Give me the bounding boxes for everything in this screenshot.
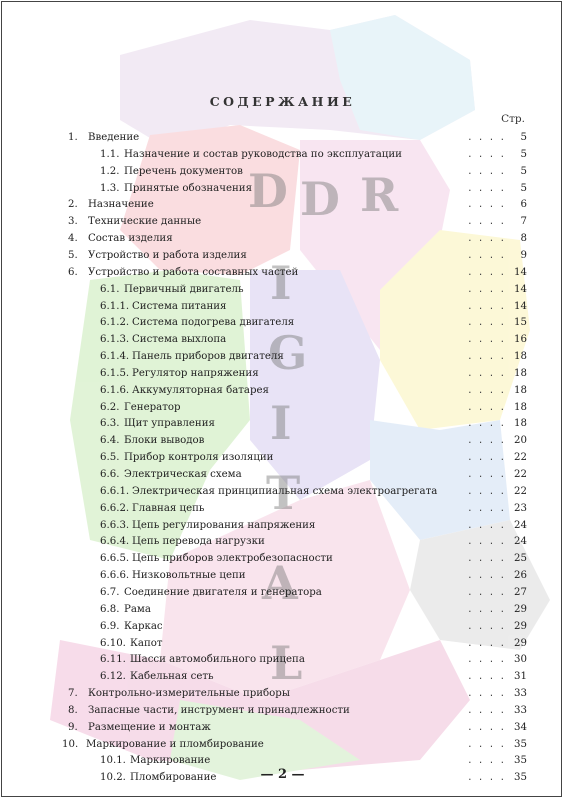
toc-entry-number: 6.8.: [100, 603, 120, 615]
toc-entry-title: Первичный двигатель: [124, 283, 244, 295]
toc-leader-dots: . . . .: [467, 318, 505, 329]
toc-entry-title: Принятые обозначения: [124, 182, 253, 194]
toc-entry-page: 15: [514, 317, 527, 329]
toc-entry-page: 33: [514, 704, 527, 716]
toc-entry-page: 24: [514, 536, 527, 548]
toc-entry: [0, 620, 565, 634]
toc-leader-dots: . . . .: [467, 503, 505, 514]
toc-entry-page: 20: [514, 435, 527, 447]
toc-entry-number: 2.: [68, 199, 78, 211]
toc-entry-title: Щит управления: [124, 418, 215, 430]
toc-entry-title: Цепь регулирования напряжения: [132, 519, 316, 531]
toc-entry-page: 29: [514, 603, 527, 615]
toc-entry-number: 6.1.5.: [100, 367, 130, 379]
toc-entry-number: 6.4.: [100, 435, 120, 447]
toc-leader-dots: . . . .: [467, 183, 505, 194]
toc-entry-page: 27: [514, 586, 527, 598]
toc-entry-number: 6.1.1.: [100, 300, 130, 312]
toc-entry: [0, 586, 565, 600]
toc-leader-dots: . . . .: [467, 267, 505, 278]
toc-entry-number: 1.3.: [100, 182, 120, 194]
toc-entry-page: 31: [514, 671, 527, 683]
toc-entry-number: 6.11.: [100, 654, 126, 666]
toc-entry: [0, 738, 565, 752]
toc-entry-number: 10.: [62, 738, 79, 750]
toc-entry-number: 6.10.: [100, 637, 126, 649]
toc-entry-page: 5: [520, 165, 527, 177]
toc-entry-page: 18: [514, 351, 527, 363]
toc-entry-title: Электрическая схема: [124, 469, 242, 480]
toc-entry-number: 6.6.: [100, 469, 120, 480]
watermark-letter: I: [270, 396, 292, 450]
toc-entry-number: 6.6.1.: [100, 485, 130, 497]
toc-leader-dots: . . . .: [467, 587, 505, 598]
toc-entry-number: 6.6.2.: [100, 502, 130, 514]
toc-entry: [0, 653, 565, 667]
toc-entry-number: 6.9.: [100, 620, 120, 632]
toc-leader-dots: . . . .: [467, 335, 505, 346]
toc-entry-number: 6.7.: [100, 586, 120, 598]
toc-leader-dots: . . . .: [467, 756, 505, 767]
toc-entry-title: Кабельная сеть: [130, 671, 214, 683]
toc-entry-number: 1.1.: [100, 148, 120, 160]
toc-entry-title: Соединение двигателя и генератора: [124, 586, 322, 598]
toc-leader-dots: . . . .: [467, 739, 505, 750]
toc-entry-page: 25: [514, 553, 527, 565]
toc-entry: [0, 367, 565, 381]
toc-leader-dots: . . . .: [467, 419, 505, 430]
toc-entry-title: Запасные части, инструмент и принадлежности: [88, 704, 350, 716]
toc-entry: [0, 552, 565, 566]
toc-leader-dots: . . . .: [467, 133, 505, 143]
toc-entry-number: 6.1.: [100, 283, 120, 295]
toc-entry-title: Низковольтные цепи: [132, 570, 246, 582]
toc-entry-page: 29: [514, 620, 527, 632]
toc-entry-number: 9.: [68, 721, 78, 733]
toc-entry-page: 18: [514, 384, 527, 396]
toc-entry-number: 6.6.4.: [100, 536, 130, 548]
toc-entry-page: 6: [520, 199, 527, 211]
toc-entry-page: 14: [514, 283, 527, 295]
toc-entry-page: 7: [520, 216, 527, 228]
toc-entry-page: 22: [514, 469, 527, 480]
toc-entry-page: 14: [514, 266, 527, 278]
toc-leader-dots: . . . .: [467, 638, 505, 649]
toc-leader-dots: . . . .: [467, 301, 505, 312]
toc-entry-title: Устройство и работа изделия: [88, 249, 247, 261]
toc-leader-dots: . . . .: [467, 352, 505, 363]
toc-entry-title: Блоки выводов: [124, 435, 205, 447]
toc-entry-page: 23: [514, 502, 527, 514]
watermark-letter: T: [266, 466, 301, 520]
toc-entry-page: 34: [514, 721, 527, 733]
toc-entry: [0, 603, 565, 617]
toc-entry-title: Размещение и монтаж: [88, 721, 211, 733]
toc-entry: [0, 485, 565, 499]
toc-entry-number: 5.: [68, 249, 78, 261]
toc-entry-title: Аккумуляторная батарея: [132, 384, 269, 396]
toc-entry-number: 3.: [68, 216, 78, 228]
toc-leader-dots: . . . .: [467, 234, 505, 245]
toc-entry: [0, 249, 565, 263]
toc-entry-title: Технические данные: [88, 216, 202, 228]
toc-entry-title: Главная цепь: [132, 502, 205, 514]
toc-entry-number: 6.1.2.: [100, 317, 130, 329]
toc-entry-number: 6.6.3.: [100, 519, 130, 531]
toc-entry: [0, 519, 565, 533]
toc-entry: [0, 401, 565, 415]
toc-entry-number: 8.: [68, 704, 78, 716]
toc-entry: [0, 182, 565, 196]
toc-entry: [0, 316, 565, 330]
toc-entry-title: Назначение: [88, 199, 154, 211]
toc-entry-number: 6.5.: [100, 452, 120, 464]
toc-entry-title: Маркирование: [130, 755, 211, 767]
toc-entry-title: Введение: [88, 132, 140, 143]
toc-leader-dots: . . . .: [467, 486, 505, 497]
toc-leader-dots: . . . .: [467, 402, 505, 413]
toc-entry: [0, 198, 565, 212]
toc-entry: [0, 384, 565, 398]
toc-entry-title: Маркирование и пломбирование: [86, 738, 264, 750]
toc-entry-number: 6.1.3.: [100, 334, 130, 346]
toc-leader-dots: . . . .: [467, 621, 505, 632]
toc-leader-dots: . . . .: [467, 200, 505, 211]
toc-entry-title: Назначение и состав руководства по эксплуатации: [124, 148, 402, 160]
toc-entry: [0, 215, 565, 229]
toc-entry-page: 29: [514, 637, 527, 649]
toc-entry-page: 14: [514, 300, 527, 312]
toc-entry: [0, 687, 565, 701]
toc-leader-dots: . . . .: [467, 571, 505, 582]
toc-entry-page: 33: [514, 688, 527, 700]
toc-entry-title: Регулятор напряжения: [132, 367, 259, 379]
toc-entry-title: Состав изделия: [88, 233, 173, 245]
toc-entry-title: Система питания: [132, 300, 227, 312]
toc-leader-dots: . . . .: [467, 655, 505, 666]
toc-entry-page: 18: [514, 367, 527, 379]
toc-leader-dots: . . . .: [467, 554, 505, 565]
toc-entry-title: Система выхлопа: [132, 334, 227, 346]
toc-entry-title: Рама: [124, 603, 151, 615]
toc-leader-dots: . . . .: [467, 453, 505, 464]
toc-leader-dots: . . . .: [467, 250, 505, 261]
toc-entry-page: 26: [514, 570, 527, 582]
toc-entry-number: 6.12.: [100, 671, 126, 683]
toc-leader-dots: . . . .: [467, 436, 505, 447]
toc-entry: [0, 300, 565, 314]
toc-entry-number: 10.1.: [100, 755, 126, 767]
toc-entry-title: Прибор контроля изоляции: [124, 452, 274, 464]
toc-entry-number: 6.1.6.: [100, 384, 130, 396]
toc-leader-dots: . . . .: [467, 520, 505, 531]
toc-entry: [0, 569, 565, 583]
toc-leader-dots: . . . .: [467, 166, 505, 177]
toc-entry-title: Система подогрева двигателя: [132, 317, 295, 329]
toc-entry-title: Генератор: [124, 401, 181, 413]
toc-entry-number: 7.: [68, 688, 78, 700]
toc-leader-dots: . . . .: [467, 689, 505, 700]
toc-entry-number: 1.2.: [100, 165, 120, 177]
toc-leader-dots: . . . .: [467, 368, 505, 379]
toc-entry: [0, 350, 565, 364]
toc-entry-title: Пломбирование: [130, 772, 217, 784]
toc-entry: [0, 502, 565, 516]
page-column-header: Стр.: [501, 113, 525, 125]
toc-leader-dots: . . . .: [467, 470, 505, 480]
page-title: СОДЕРЖАНИЕ: [209, 94, 356, 109]
toc-entry-title: Цепь перевода нагрузки: [132, 536, 265, 548]
toc-leader-dots: . . . .: [467, 537, 505, 548]
toc-entry: [0, 333, 565, 347]
toc-entry-page: 30: [514, 654, 527, 666]
toc-entry-number: 6.1.4.: [100, 351, 130, 363]
toc-entry-page: 35: [514, 755, 527, 767]
toc-entry-number: 6.2.: [100, 401, 120, 413]
toc-entry-page: 9: [520, 249, 527, 261]
toc-entry: [0, 131, 565, 145]
toc-entry-title: Шасси автомобильного прицепа: [130, 654, 305, 666]
toc-entry-page: 35: [514, 772, 527, 784]
toc-entry: [0, 670, 565, 684]
toc-leader-dots: . . . .: [467, 385, 505, 396]
toc-leader-dots: . . . .: [467, 773, 505, 784]
toc-entry-number: 6.: [68, 266, 78, 278]
watermark-letter: D: [300, 172, 340, 226]
toc-entry: [0, 283, 565, 297]
toc-entry: [0, 721, 565, 735]
page-number-footer: — 2 —: [260, 767, 305, 782]
toc-entry-number: 4.: [68, 233, 78, 245]
toc-entry-page: 5: [520, 182, 527, 194]
toc-leader-dots: . . . .: [467, 284, 505, 295]
toc-entry-title: Капот: [130, 637, 163, 649]
toc-entry-title: Перечень документов: [124, 165, 243, 177]
toc-leader-dots: . . . .: [467, 722, 505, 733]
toc-entry-number: 6.6.6.: [100, 570, 130, 582]
toc-entry: [0, 451, 565, 465]
toc-entry: [0, 434, 565, 448]
toc-entry-title: Панель приборов двигателя: [132, 351, 284, 363]
toc-leader-dots: . . . .: [467, 604, 505, 615]
toc-entry-title: Устройство и работа составных частей: [88, 266, 299, 278]
toc-entry-page: 18: [514, 401, 527, 413]
toc-entry-page: 22: [514, 452, 527, 464]
watermark-letter: G: [268, 326, 308, 380]
toc-entry-page: 16: [514, 334, 527, 346]
watermark-letter: A: [262, 556, 298, 610]
toc-entry-number: 1.: [68, 132, 78, 143]
watermark-letter: D: [248, 164, 288, 218]
toc-entry-page: 24: [514, 519, 527, 531]
toc-leader-dots: . . . .: [467, 217, 505, 228]
toc-leader-dots: . . . .: [467, 672, 505, 683]
toc-entry: [0, 468, 565, 482]
toc-entry-title: Цепь приборов электробезопасности: [132, 553, 333, 565]
toc-entry: [0, 417, 565, 431]
toc-entry: [0, 637, 565, 651]
toc-entry: [0, 266, 565, 280]
toc-entry: [0, 165, 565, 179]
toc-entry: [0, 232, 565, 246]
toc-entry-title: Электрическая принципиальная схема электроагрегата: [132, 485, 438, 497]
toc-entry-page: 22: [514, 485, 527, 497]
toc-leader-dots: . . . .: [467, 149, 505, 160]
toc-entry: [0, 148, 565, 162]
toc-entry-page: 5: [520, 132, 527, 143]
watermark-letter: L: [270, 636, 303, 690]
toc-entry: [0, 535, 565, 549]
toc-entry-title: Каркас: [124, 620, 163, 632]
toc-entry-number: 6.3.: [100, 418, 120, 430]
watermark-letter: I: [270, 256, 292, 310]
toc-entry: [0, 704, 565, 718]
toc-entry-page: 5: [520, 148, 527, 160]
toc-entry-number: 6.6.5.: [100, 553, 130, 565]
toc-leader-dots: . . . .: [467, 705, 505, 716]
toc-entry-page: 8: [520, 233, 527, 245]
toc-entry-page: 35: [514, 738, 527, 750]
toc-entry-title: Контрольно-измерительные приборы: [88, 688, 290, 700]
toc-entry-number: 10.2.: [100, 772, 126, 784]
watermark-letter: R: [360, 168, 399, 222]
toc-entry-page: 18: [514, 418, 527, 430]
